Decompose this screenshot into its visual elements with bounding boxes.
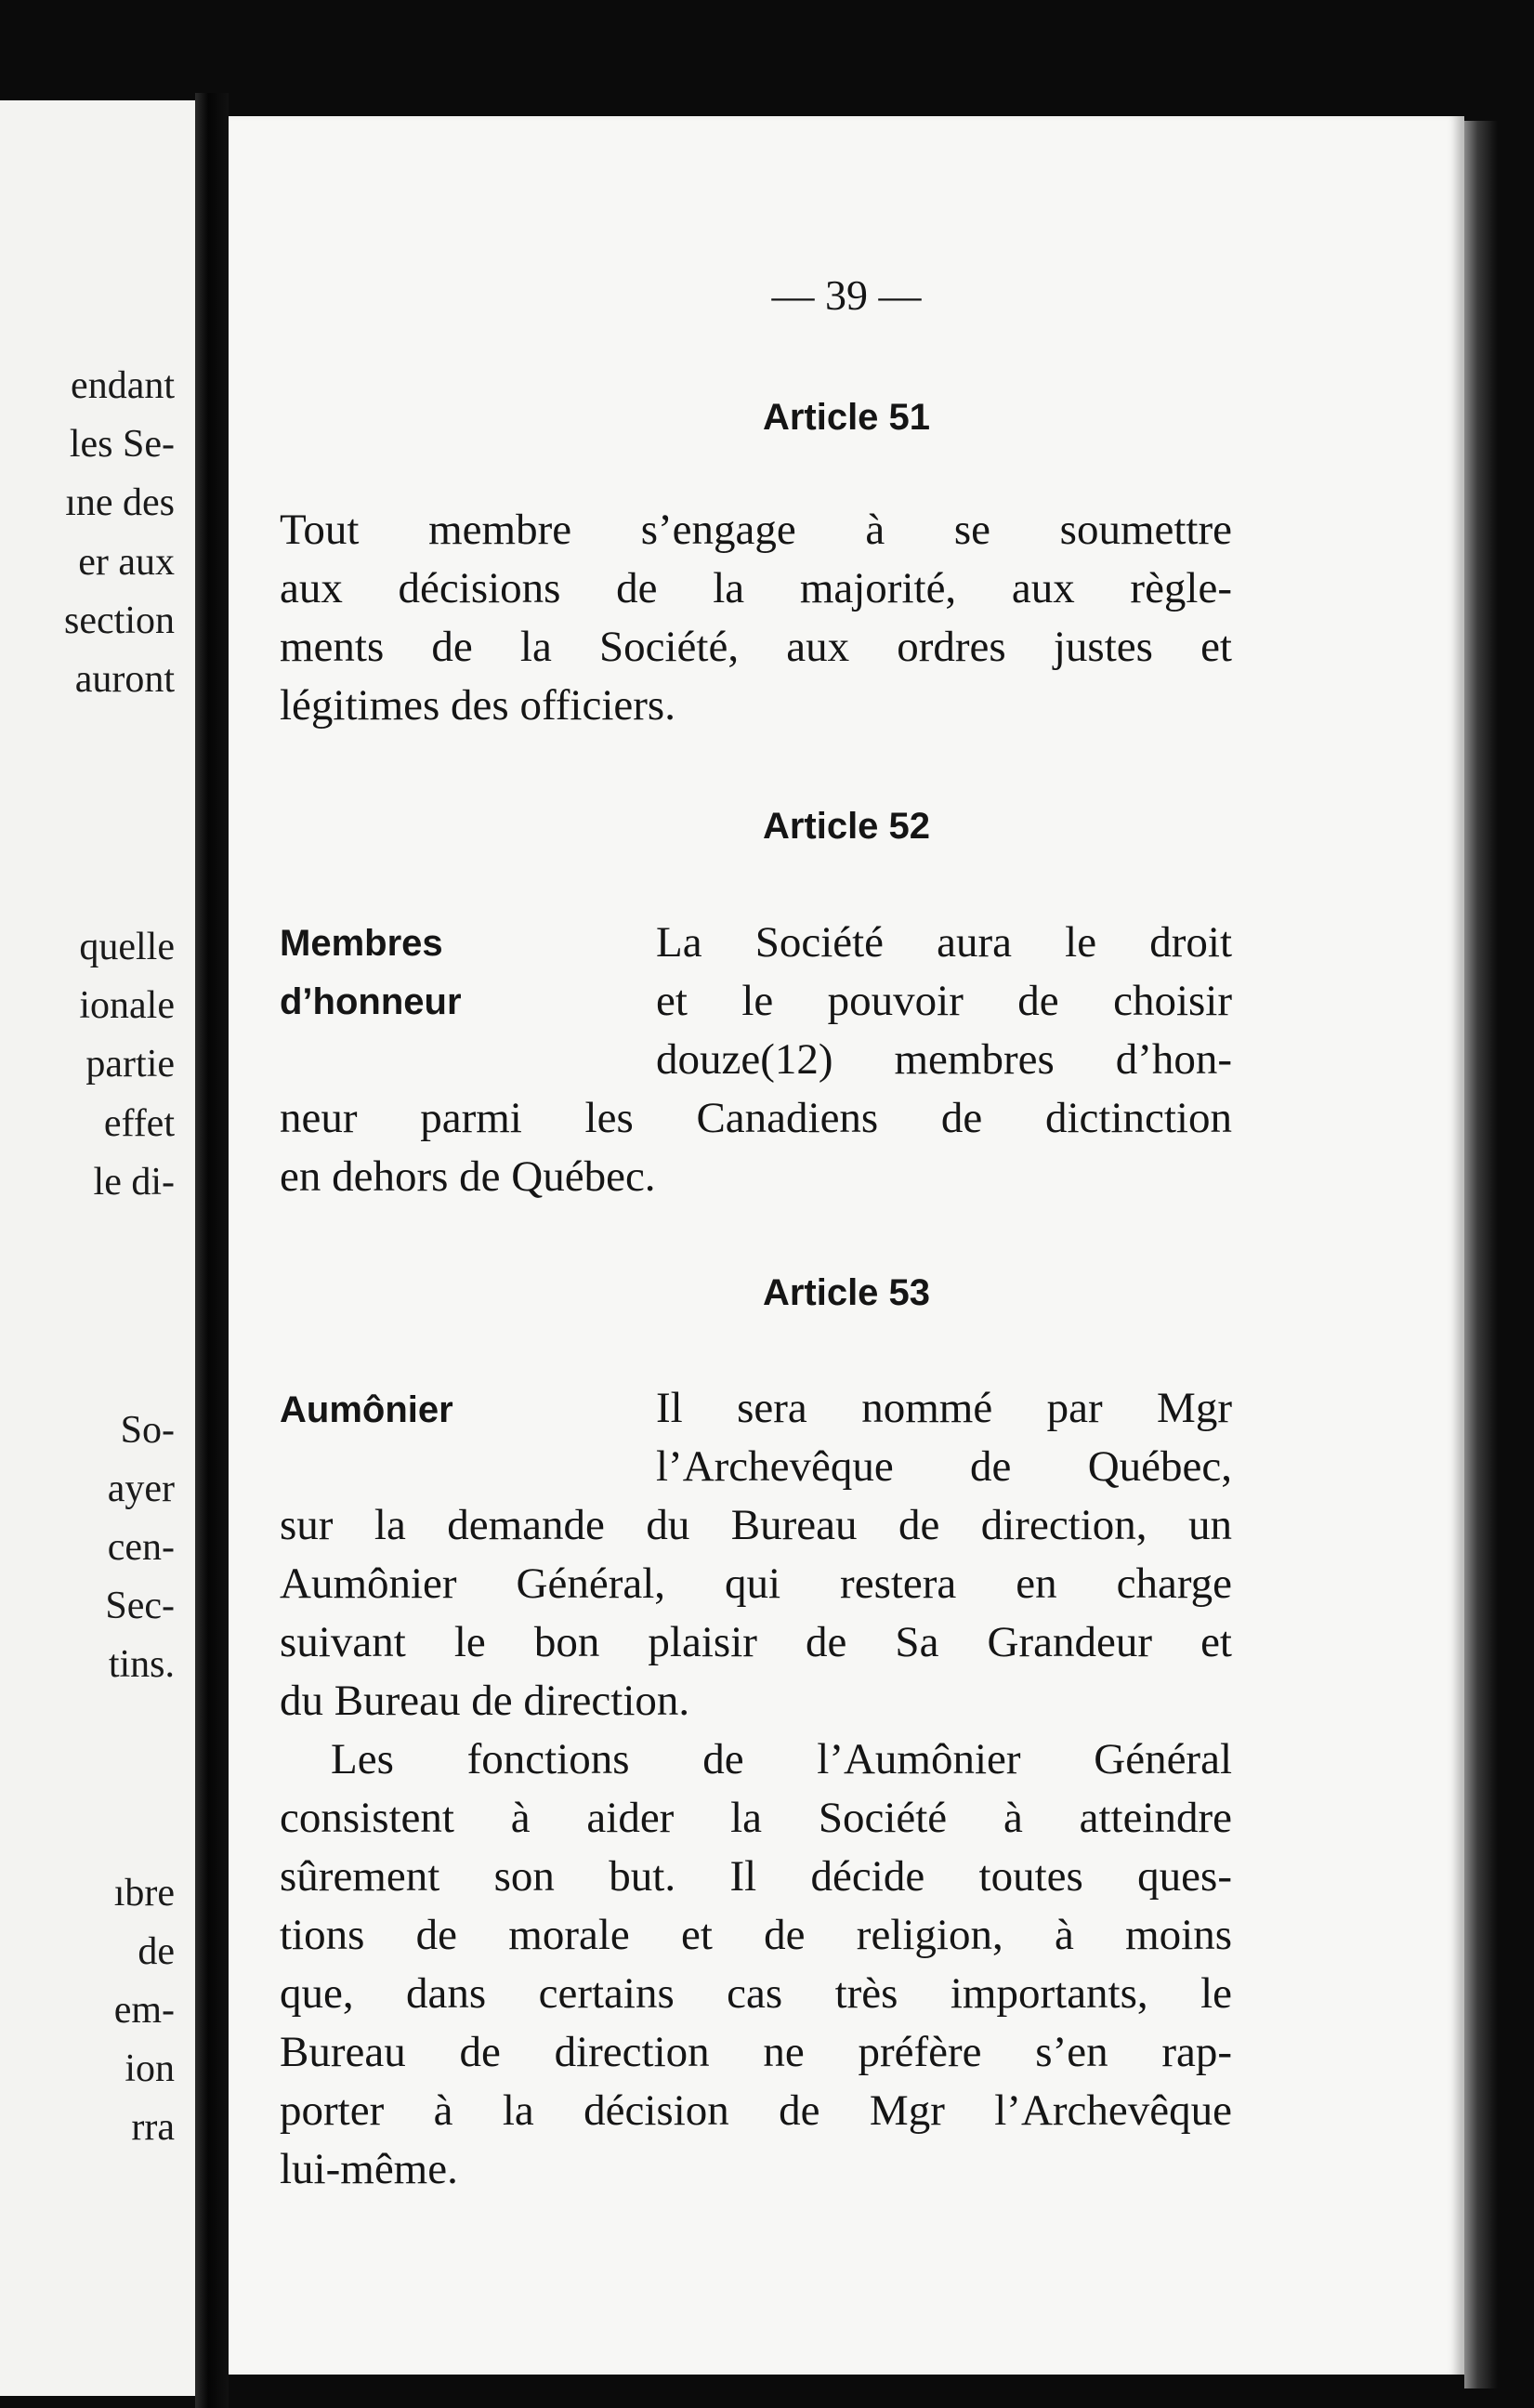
article-51-heading: Article 51 (762, 397, 931, 438)
article-53-line: Il sera nommé par Mgr (656, 1384, 1232, 1432)
article-51-line: légitimes des officiers. (280, 681, 675, 730)
left-page-line: So- (120, 1409, 175, 1452)
article-53-line: porter à la décision de Mgr l’Archevêque (280, 2086, 1232, 2135)
left-page-line: rra (131, 2106, 175, 2149)
left-page-line: auront (74, 658, 175, 701)
article-53-heading: Article 53 (762, 1272, 931, 1313)
left-page-fragment (0, 100, 195, 2396)
left-page-line: section (64, 599, 175, 642)
main-page (229, 116, 1464, 2375)
left-page-line: ayer (107, 1467, 175, 1510)
left-page-line: partie (85, 1043, 175, 1086)
left-page-line: er aux (78, 541, 175, 584)
left-page-line: le di- (93, 1161, 175, 1204)
left-page-line: les Se- (69, 423, 175, 466)
side-label-aumonier: Aumônier (280, 1389, 453, 1430)
article-52-line: et le pouvoir de choisir (656, 977, 1232, 1025)
left-page-line: Sec- (105, 1585, 175, 1627)
article-53-line: l’Archevêque de Québec, (656, 1442, 1232, 1491)
article-53-line: Bureau de direction ne préfère s’en rap- (280, 2028, 1232, 2076)
article-51-line: Tout membre s’engage à se soumettre (280, 506, 1232, 554)
left-page-line: em- (113, 1989, 175, 2032)
side-label-membres: Membres (280, 923, 443, 964)
article-52-line: douze(12) membres d’hon- (656, 1035, 1232, 1084)
article-53-line: que, dans certains cas très importants, le (280, 1969, 1232, 2018)
article-52-heading: Article 52 (762, 806, 931, 847)
article-53-line: Aumônier Général, qui restera en charge (280, 1559, 1232, 1608)
left-page-line: cen- (107, 1526, 175, 1569)
page-number: — 39 — (771, 271, 922, 319)
article-53-line: consistent à aider la Société à atteindre (280, 1794, 1232, 1842)
article-52-line: La Société aura le droit (656, 918, 1232, 967)
article-53-line: sûrement son but. Il décide toutes ques- (280, 1852, 1232, 1901)
side-label-honneur: d’honneur (280, 981, 462, 1022)
left-page-line: de (138, 1930, 175, 1973)
article-53-line: sur la demande du Bureau de direction, un (280, 1501, 1232, 1549)
left-page-line: ıne des (65, 481, 175, 524)
article-53-line: suivant le bon plaisir de Sa Grandeur et (280, 1618, 1232, 1666)
article-53-line: du Bureau de direction. (280, 1677, 690, 1725)
left-page-line: endant (71, 364, 175, 407)
article-52-line: neur parmi les Canadiens de dictinction (280, 1094, 1232, 1142)
page-edge-shadow (1464, 121, 1498, 2388)
left-page-line: ion (125, 2047, 175, 2090)
article-53-line: tions de morale et de religion, à moins (280, 1911, 1232, 1959)
left-page-line: effet (103, 1102, 175, 1145)
article-53-line: Les fonctions de l’Aumônier Général (331, 1735, 1232, 1783)
article-51-line: aux décisions de la majorité, aux règle- (280, 564, 1232, 612)
left-page-line: ıbre (113, 1872, 175, 1915)
book-gutter (195, 93, 229, 2408)
article-51-line: ments de la Société, aux ordres justes et (280, 623, 1232, 671)
left-page-line: tins. (108, 1643, 175, 1686)
article-52-line: en dehors de Québec. (280, 1152, 656, 1201)
article-53-line: lui-même. (280, 2145, 458, 2193)
left-page-line: quelle (79, 926, 175, 968)
left-page-line: ionale (79, 984, 175, 1027)
